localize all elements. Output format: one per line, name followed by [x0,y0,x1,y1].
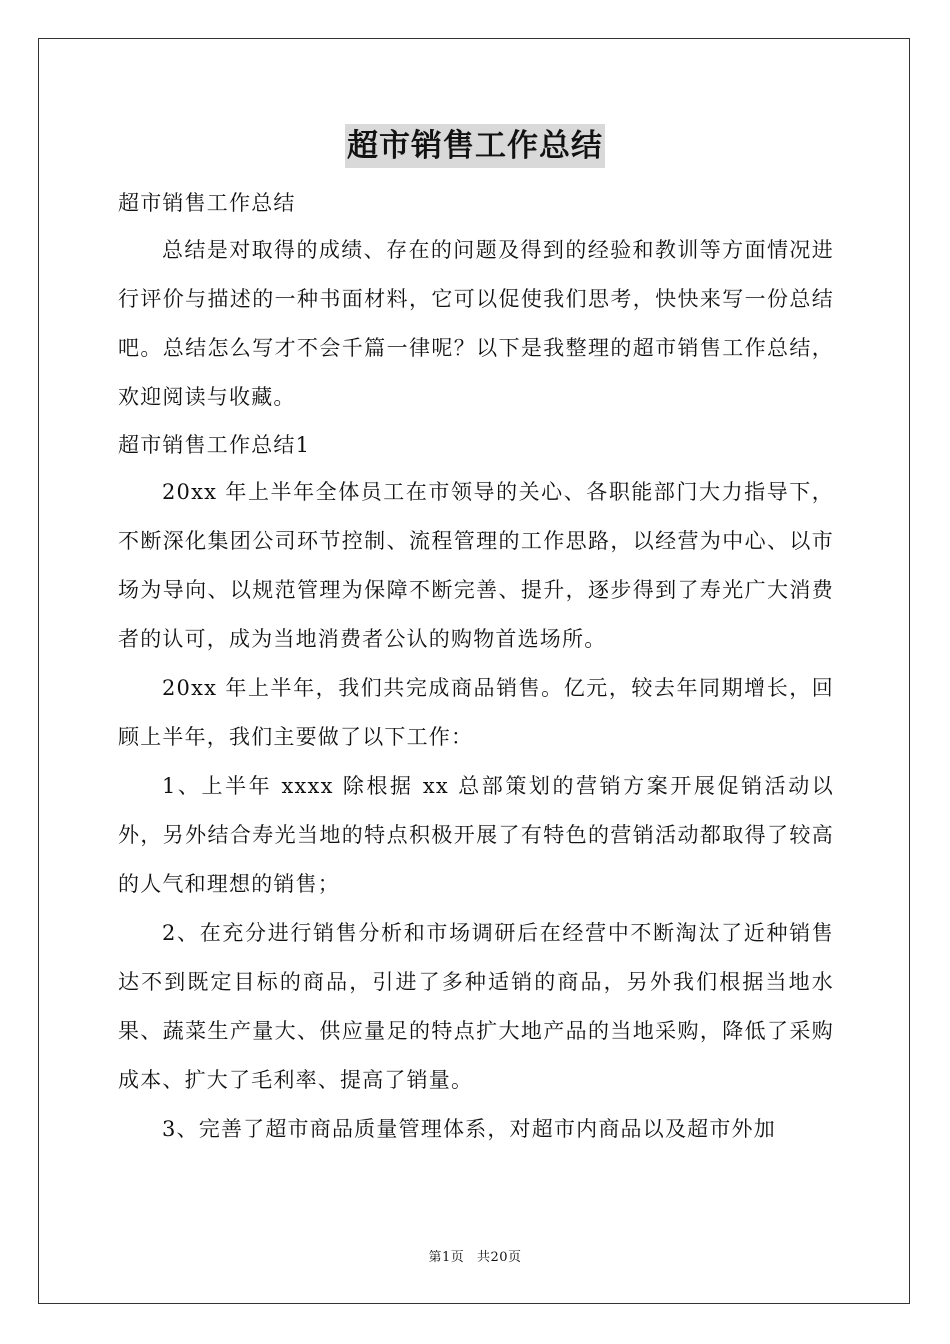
list-item-1: 1、上半年 xxxx 除根据 xx 总部策划的营销方案开展促销活动以外，另外结合寿光当地的特点积极开展了有特色的营销活动都取得了较高的人气和理想的销售； [118,774,834,896]
body-paragraph: 20xx 年上半年，我们共完成商品销售。亿元，较去年同期增长，回顾上半年，我们主要做了以下工作： [118,676,834,749]
document-body [118,180,834,1154]
intro-paragraph: 总结是对取得的成绩、存在的问题及得到的经验和教训等方面情况进行评价与描述的一种书面材料，它可以促使我们思考，快快来写一份总结吧。总结怎么写才不会千篇一律呢？以下是我整理的超市销售工作总结，欢迎阅读与收藏。 [118,238,834,409]
page-number: 第1页 [428,1250,465,1265]
page-footer [0,1246,950,1265]
total-pages: 共20页 [476,1250,522,1265]
list-item-3: 3、完善了超市商品质量管理体系，对超市内商品以及超市外加 [162,1117,776,1141]
body-paragraph: 20xx 年上半年全体员工在市领导的关心、各职能部门大力指导下，不断深化集团公司环节控制、流程管理的工作思路，以经营为中心、以市场为导向、以规范管理为保障不断完善、提升，逐步得到了寿光广大消费者的认可，成为当地消费者公认的购物首选场所。 [118,480,834,651]
title-area [0,124,950,168]
intro-heading: 超市销售工作总结 [118,191,296,215]
list-item-2: 2、在充分进行销售分析和市场调研后在经营中不断淘汰了近种销售达不到既定目标的商品，引进了多种适销的商品，另外我们根据当地水果、蔬菜生产量大、供应量足的特点扩大地产品的当地采购，降低了采购成本、扩大了毛利率、提高了销量。 [118,921,834,1092]
document-title: 超市销售工作总结 [345,124,605,168]
section-heading-1: 超市销售工作总结1 [118,433,311,457]
